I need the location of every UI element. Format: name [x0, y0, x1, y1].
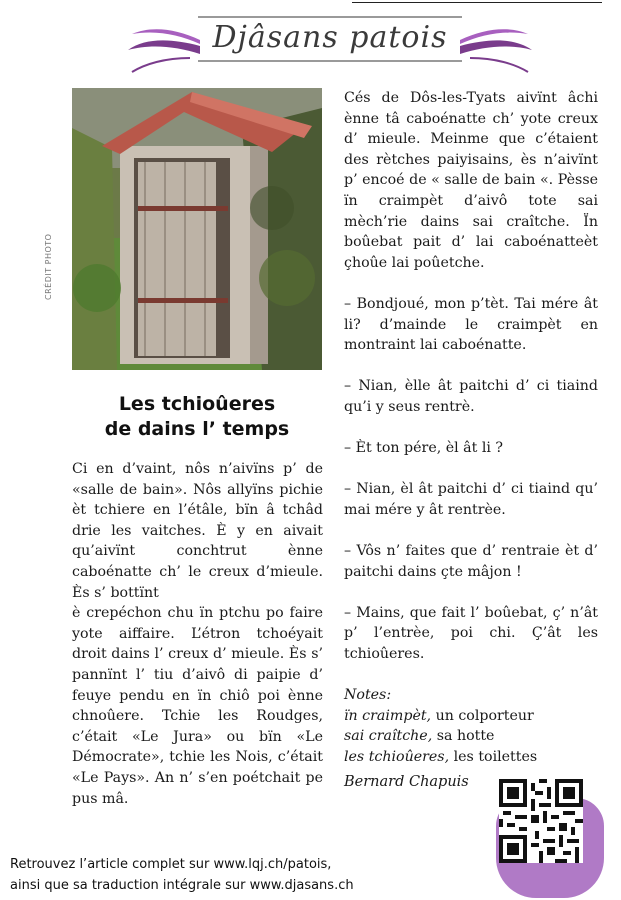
note-term: les tchioûeres,: [344, 749, 450, 765]
article-title-line: de dains l’ temps: [104, 418, 290, 440]
author-signature: Bernard Chapuis: [344, 774, 469, 790]
photo-credit: CRÉDIT PHOTO: [44, 233, 53, 300]
footer-line: ainsi que sa traduction intégrale sur www.djasans.ch: [10, 878, 354, 893]
note-definition: un colporteur: [431, 707, 534, 724]
left-column: [72, 459, 323, 809]
article-title-line: Les tchioûeres: [118, 393, 276, 415]
note-definition: les toilettes: [449, 749, 538, 765]
masthead: [120, 8, 540, 78]
dialogue-line: – Èt ton pére, èl ât li ?: [344, 440, 504, 457]
note-item: [344, 706, 598, 727]
notes: [344, 685, 598, 767]
note-item: [344, 747, 598, 768]
dialogue-line: – Nian, èl ât paitchi d’ ci tiaind qu’ mai mére y ât rentrèe.: [344, 481, 598, 518]
notes-heading: Notes:: [344, 687, 392, 704]
top-rule: [352, 2, 602, 3]
note-definition: sa hotte: [432, 728, 495, 745]
note-term: sai craîtche,: [344, 728, 433, 745]
dialogue-line: – Nian, èlle ât paitchi d’ ci tiaind qu’i y seus rentrè.: [344, 378, 598, 415]
dialogue-line: – Bondjoué, mon p’tèt. Tai mére ât li? d’mainde le craimpèt en montraint lai caboénatte.: [344, 295, 598, 354]
article-title: [72, 392, 322, 442]
note-term: ïn craimpèt,: [344, 707, 432, 724]
qr-code-icon: [499, 779, 583, 863]
dialogue-line: – Mains, que fait l’ boûebat, ç’ n’ât p’ l’entrèe, poi chi. Ç’ât les tchioûeres.: [344, 604, 598, 663]
footer: [10, 854, 354, 896]
body-paragraph: è crepéchon chu ïn ptchu po faire yote aiffaire. L’étron tchoéyait droit dains l’ creux d’ mieule. Ès s’ pannïnt l’ tiu d’aivô di paipie d’ feuye pendu en ïn chiô poi ènne chnoûere. Tchie les Roudges, c’était «Le Jura» ou bïn «Le Démocrate», tchie les Nois, c’était «Le Pays». An n’ s’en poétchait pe pus mâ.: [72, 605, 323, 807]
footer-line: Retrouvez l’article complet sur www.lqj.ch/patois,: [10, 857, 332, 872]
note-item: [344, 726, 598, 747]
qr-code[interactable]: [499, 779, 583, 863]
dialogue-line: – Vôs n’ faites que d’ rentraie èt d’ paitchi dains çte mâjon !: [344, 543, 598, 580]
right-column: [344, 88, 598, 768]
body-paragraph: Cés de Dôs-les-Tyats aivïnt âchi ènne tâ caboénatte ch’ yote creux d’ mieule. Meinme que c’étaient des rètches paiyisains, ès n’aivïnt p’ encoé de « salle de bain «. Pèsse ïn craimpèt d’aivô tote sai mèch’rie dains sai craîtche. Ïn boûebat pait d’ lai caboénatteèt çhoûe lai poûetche.: [344, 90, 598, 271]
article-photo: [72, 88, 322, 370]
masthead-title: Djâsans patois: [212, 20, 448, 55]
outhouse-illustration: [72, 88, 322, 370]
body-paragraph: Ci en d’vaint, nôs n’aivïns p’ de «salle de bain». Nôs allyïns pichie èt tchiere en l’étâle, bïn â tchâd drie les vaitches. È y en aivait qu’aivïnt conchtrut ènne caboénatte ch’ le creux d’mieule. Ès s’ bottïnt: [72, 461, 323, 601]
